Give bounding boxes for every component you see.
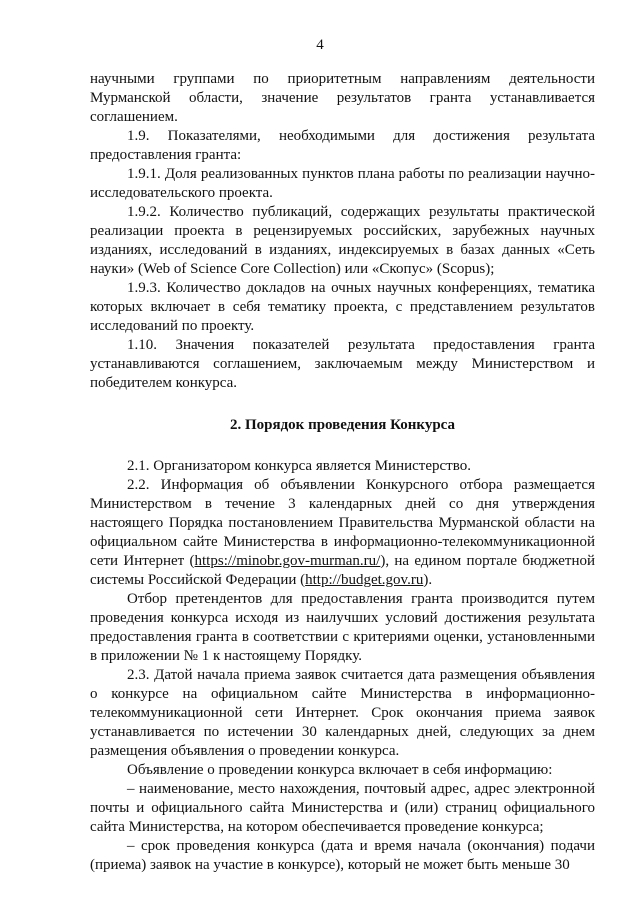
paragraph: 1.9.1. Доля реализованных пунктов плана работы по реализации научно-исследовательского проекта. [90, 166, 595, 201]
paragraph: 1.9. Показателями, необходимыми для достижения результата предоставления гранта: [90, 128, 595, 163]
url-link[interactable]: http://budget.gov.ru [305, 572, 424, 588]
page-number: 4 [316, 37, 324, 53]
paragraph: 2.3. Датой начала приема заявок считается дата размещения объявления о конкурсе на официальном сайте Министерства в информационно-телекоммуникационной сети Интернет. Срок окончания приема заявок устанавливается по истечении 30 календарных дней, следующих за днем размещения объявления о проведении конкурса. [90, 667, 595, 759]
paragraph: Отбор претендентов для предоставления гранта производится путем проведения конкурса исходя из наилучших условий достижения результата предоставления гранта в соответствии с критериями оценки, установленными в приложении № 1 к настоящему Порядку. [90, 591, 595, 664]
paragraph: – наименование, место нахождения, почтовый адрес, адрес электронной почты и официального сайта Министерства и (или) страниц официального сайта Министерства, на котором обеспечивается проведение конкурса; [90, 781, 595, 835]
paragraph: 1.10. Значения показателей результата предоставления гранта устанавливаются соглашением, заключаемым между Министерством и победителем конкурса. [90, 337, 595, 391]
url-link[interactable]: https://minobr.gov-murman.ru/ [194, 553, 381, 569]
document-body [90, 70, 595, 875]
paragraph: 2.1. Организатором конкурса является Министерство. [127, 458, 471, 474]
section-heading: 2. Порядок проведения Конкурса [229, 417, 456, 433]
paragraph: 1.9.3. Количество докладов на очных научных конференциях, тематика которых включает в себя тематику проекта, с представлением результатов исследований по проекту. [90, 280, 595, 334]
paragraph: научными группами по приоритетным направлениям деятельности Мурманской области, значение результатов гранта устанавливается соглашением. [90, 71, 595, 125]
paragraph: – срок проведения конкурса (дата и время начала (окончания) подачи (приема) заявок на участие в конкурсе), который не может быть меньше 30 [90, 838, 595, 873]
paragraph: 2.2. Информация об объявлении Конкурсного отбора размещается Министерством в течение 3 календарных дней со дня утверждения настоящего Порядка постановлением Правительства Мурманской области на официальном сайте Министерства в информационно-телекоммуникационной сети Интернет (https://minobr.gov-murman.ru/), на едином портале бюджетной системы Российской Федерации (http://budget.gov.ru). [90, 477, 595, 588]
paragraph: Объявление о проведении конкурса включает в себя информацию: [127, 762, 553, 778]
paragraph: 1.9.2. Количество публикаций, содержащих результаты практической реализации проекта в рецензируемых российских, зарубежных научных изданиях, исследований в изданиях, индексируемых в базах данных «Сеть науки» (Web of Science Core Collection) или «Скопус» (Scopus); [90, 204, 595, 277]
